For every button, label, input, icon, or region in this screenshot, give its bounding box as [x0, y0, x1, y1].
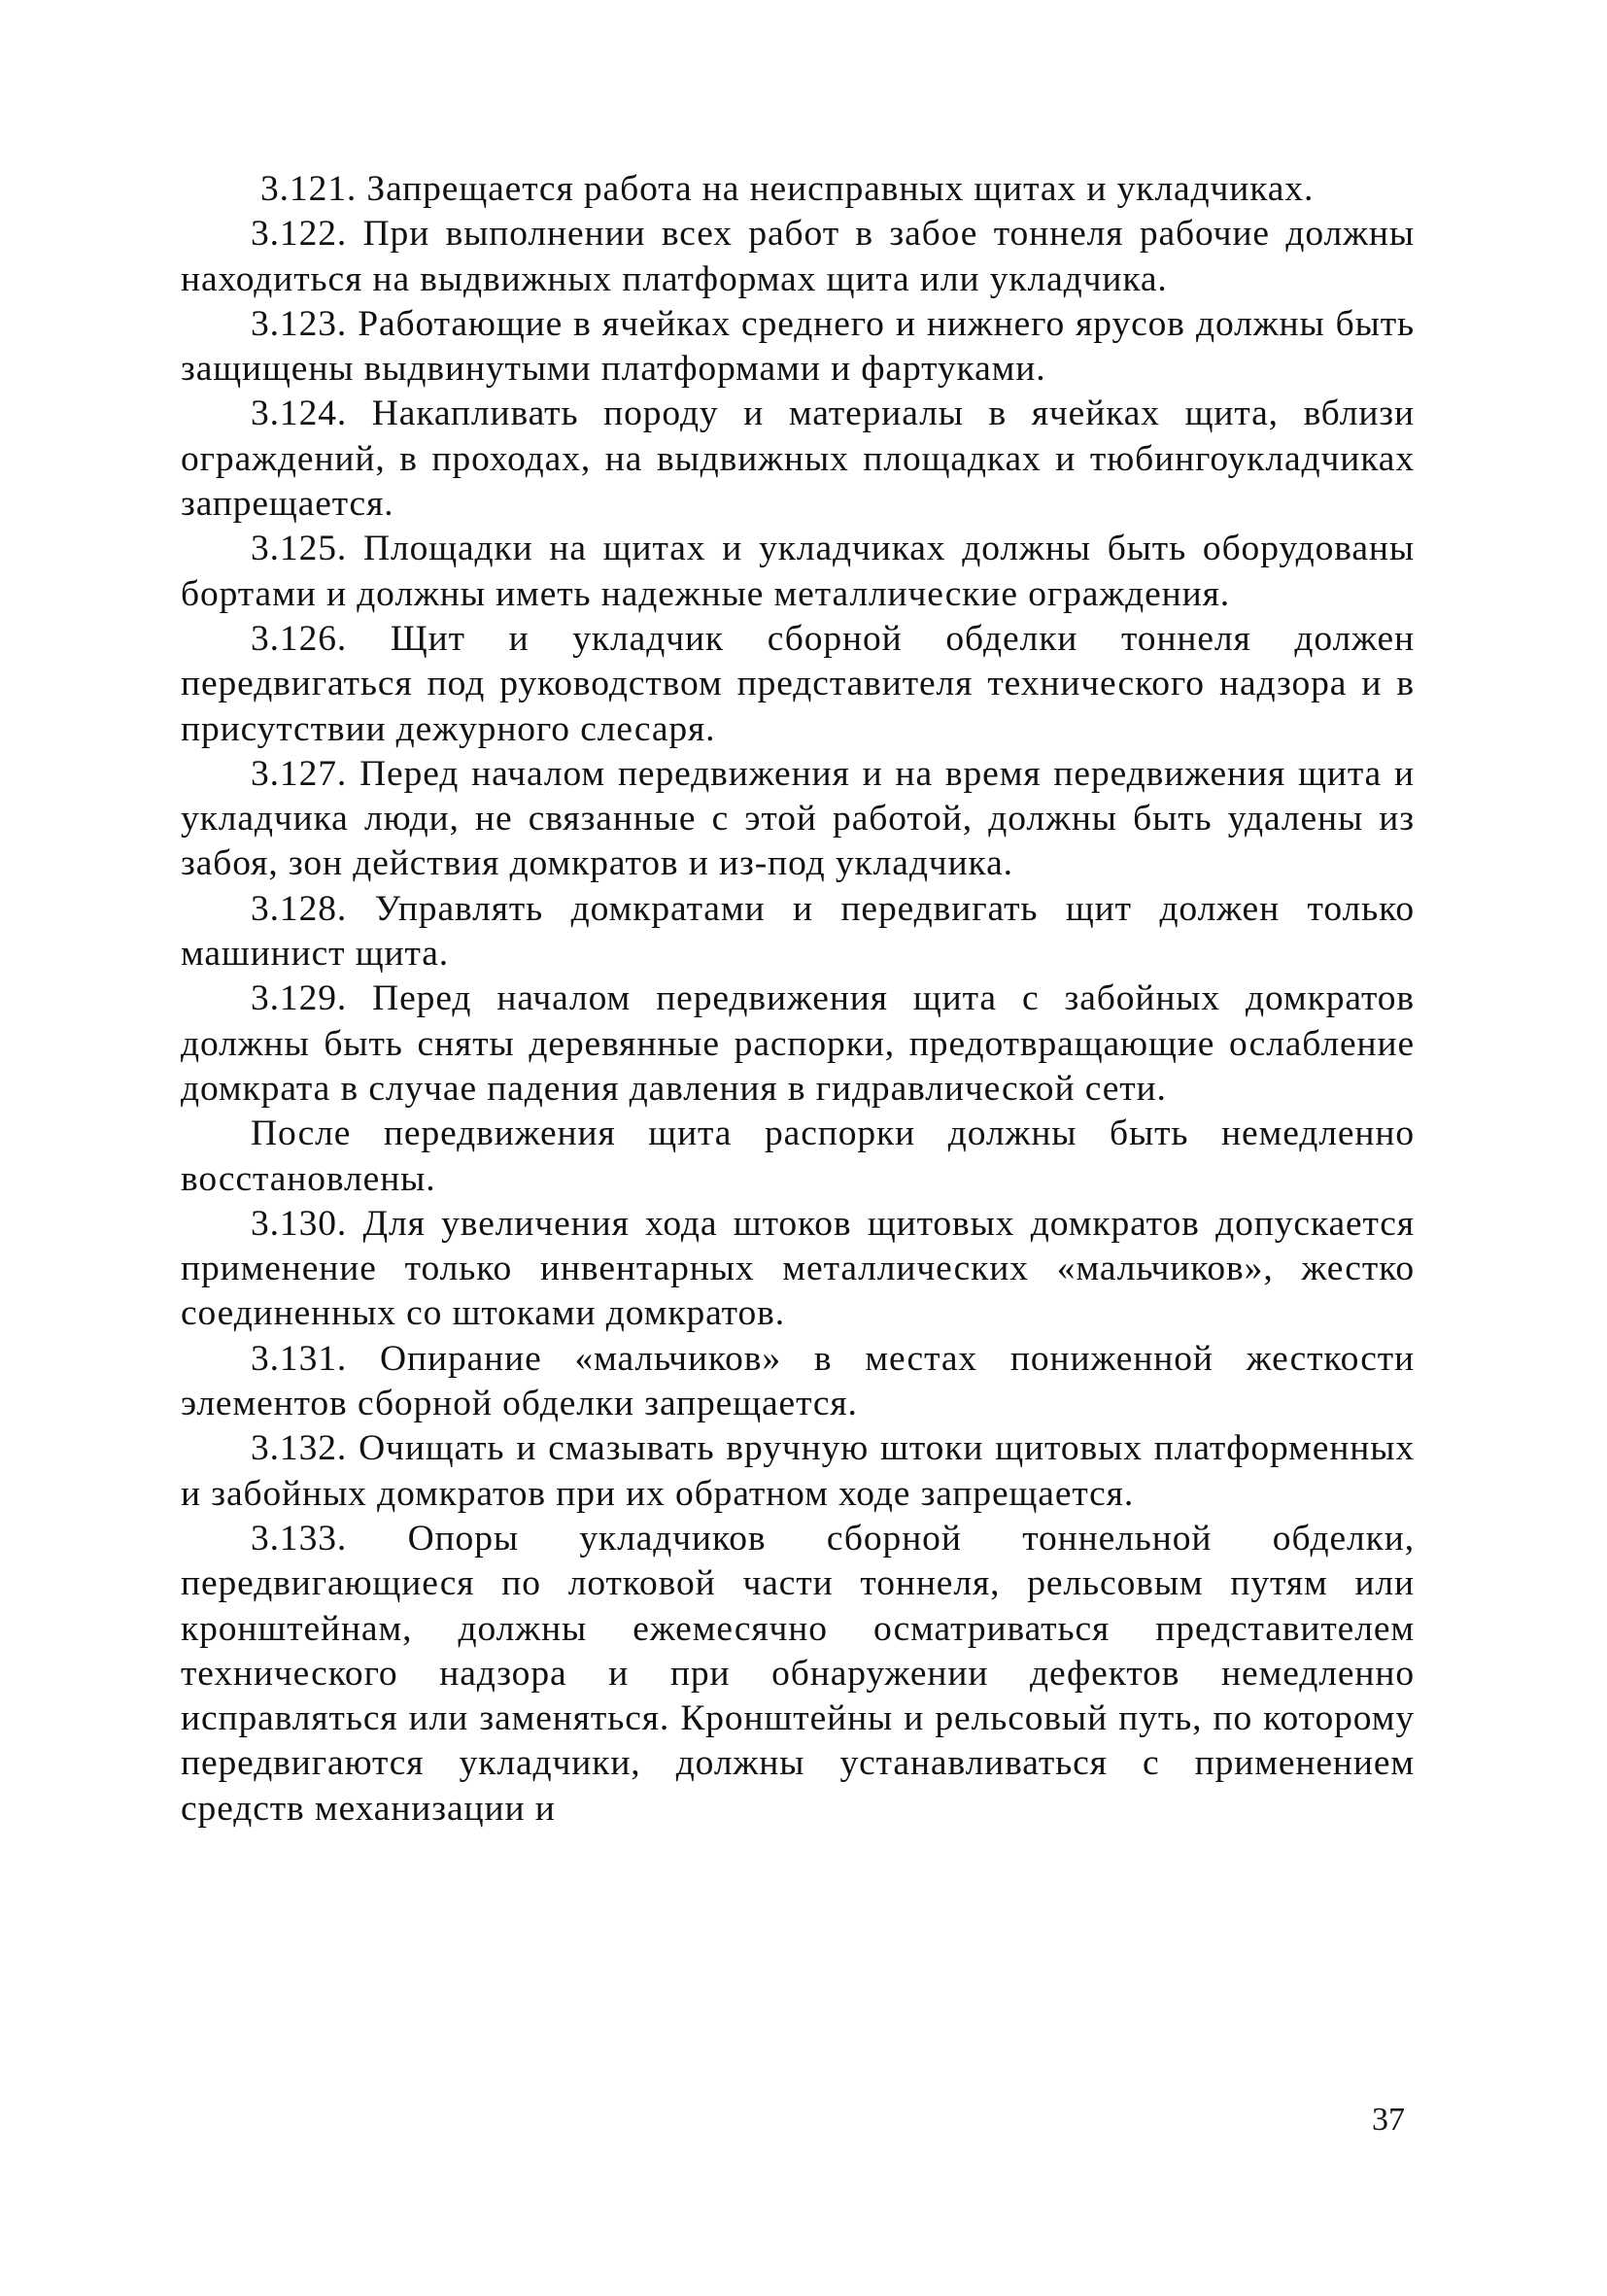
paragraph-3-125: 3.125. Площадки на щитах и укладчиках должны быть оборудованы бортами и должны иметь надежные металлические ограждения.: [181, 529, 1415, 614]
page-body: [181, 167, 1415, 1832]
paragraph-3-129-continuation: После передвижения щита распорки должны быть немедленно восстановлены.: [181, 1114, 1415, 1199]
paragraph-3-121: 3.121. Запрещается работа на неисправных щитах и укладчиках.: [260, 169, 1315, 209]
page-number: 37: [1372, 2102, 1405, 2138]
paragraph-3-133: 3.133. Опоры укладчиков сборной тоннельной обделки, передвигающиеся по лотковой части тоннеля, рельсовым путям или кронштейнам, должны ежемесячно осматриваться представителем технического надзора и при обнаружении дефектов немедленно исправляться или заменяться. Кронштейны и рельсовый путь, по которому передвигаются укладчики, должны устанавливаться с применением средств механизации и: [181, 1518, 1415, 1829]
paragraph-3-122: 3.122. При выполнении всех работ в забое тоннеля рабочие должны находиться на выдвижных платформах щита или укладчика.: [181, 214, 1415, 299]
paragraph-3-123: 3.123. Работающие в ячейках среднего и нижнего ярусов должны быть защищены выдвинутыми платформами и фартуками.: [181, 303, 1415, 390]
paragraph-3-129: 3.129. Перед началом передвижения щита с забойных домкратов должны быть сняты деревянные распорки, предотвращающие ослабление домкрата в случае падения давления в гидравлической сети.: [181, 978, 1415, 1109]
paragraph-3-128: 3.128. Управлять домкратами и передвигать щит должен только машинист щита.: [181, 888, 1415, 975]
paragraph-3-130: 3.130. Для увеличения хода штоков щитовых домкратов допускается применение только инвентарных металлических «мальчиков», жестко соединенных со штоками домкратов.: [181, 1203, 1415, 1334]
paragraph-3-124: 3.124. Накапливать породу и материалы в ячейках щита, вблизи ограждений, в проходах, на выдвижных площадках и тюбингоукладчиках запрещается.: [181, 394, 1415, 525]
paragraph-3-127: 3.127. Перед началом передвижения и на время передвижения щита и укладчика люди, не связанные с этой работой, должны быть удалены из забоя, зон действия домкратов и из-под укладчика.: [181, 753, 1415, 884]
paragraph-3-126: 3.126. Щит и укладчик сборной обделки тоннеля должен передвигаться под руководством представителя технического надзора и в присутствии дежурного слесаря.: [181, 618, 1415, 749]
paragraph-3-131: 3.131. Опирание «мальчиков» в местах пониженной жесткости элементов сборной обделки запрещается.: [181, 1338, 1415, 1424]
paragraph-3-132: 3.132. Очищать и смазывать вручную штоки щитовых платформенных и забойных домкратов при их обратном ходе запрещается.: [181, 1428, 1415, 1514]
